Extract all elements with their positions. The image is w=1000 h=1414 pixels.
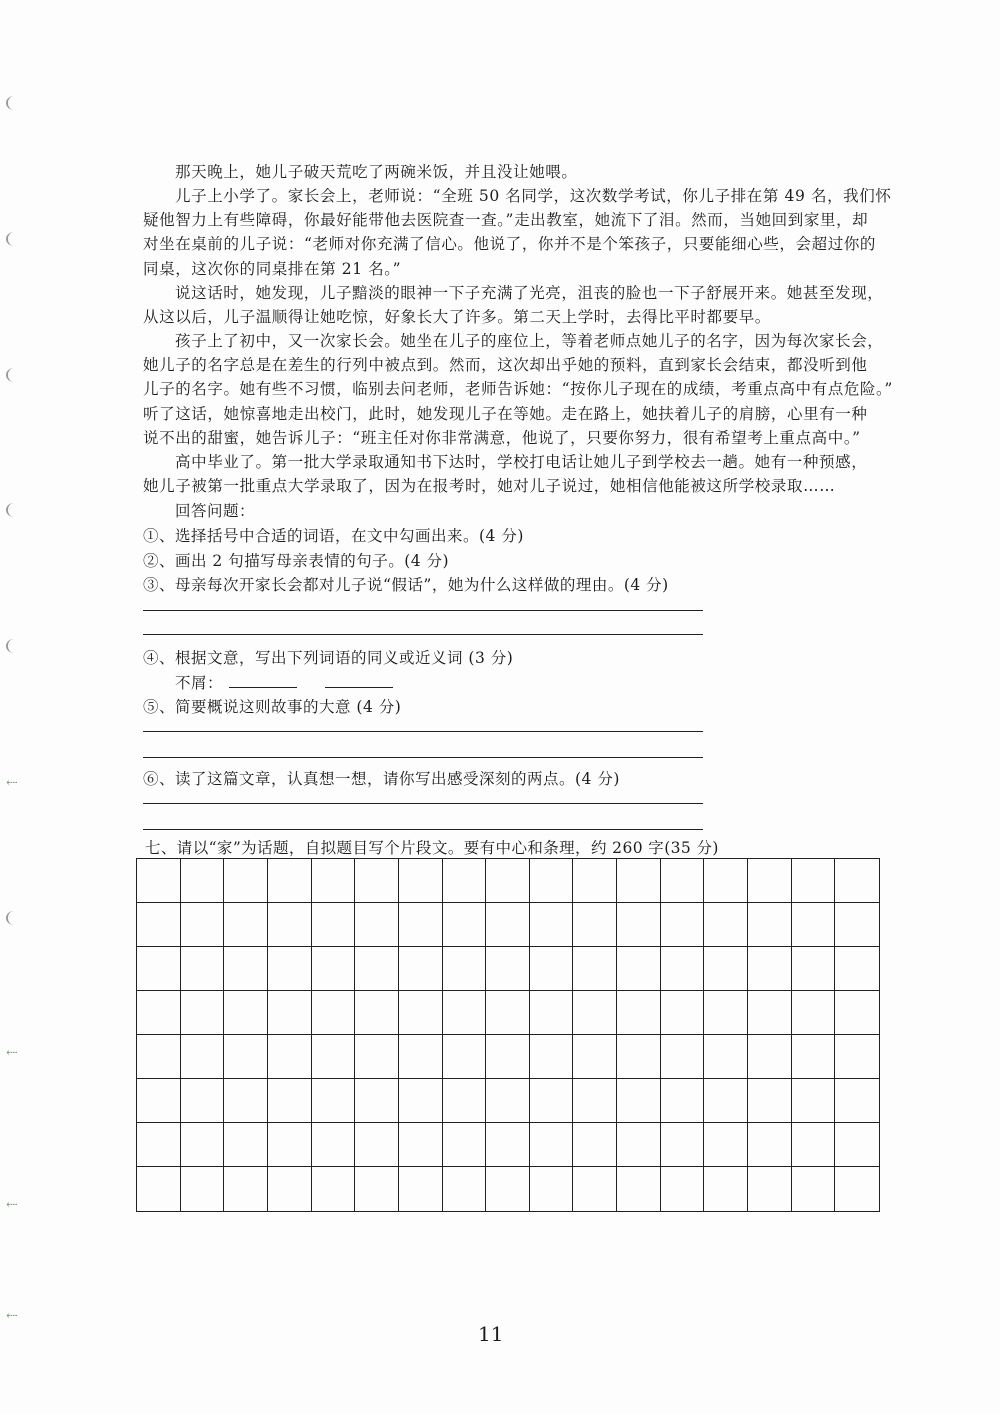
grid-cell[interactable] [399,991,443,1035]
grid-cell[interactable] [792,1123,836,1167]
grid-cell[interactable] [661,947,705,991]
grid-cell[interactable] [137,1123,181,1167]
short-answer-blank[interactable] [229,673,297,688]
grid-cell[interactable] [704,1079,748,1123]
grid-cell[interactable] [486,1035,530,1079]
grid-cell[interactable] [181,903,225,947]
grid-cell[interactable] [792,1167,836,1211]
question-4-word-label: 不屑： [175,674,224,692]
grid-cell[interactable] [312,1035,356,1079]
grid-cell[interactable] [224,947,268,991]
grid-cell[interactable] [181,1079,225,1123]
grid-cell[interactable] [268,991,312,1035]
grid-cell[interactable] [748,859,792,903]
grid-cell[interactable] [268,1123,312,1167]
grid-cell[interactable] [748,947,792,991]
question-1: ①、选择括号中合适的词语，在文中勾画出来。(4 分) [143,527,524,545]
grid-cell[interactable] [704,1035,748,1079]
grid-cell[interactable] [268,859,312,903]
grid-cell[interactable] [530,1167,574,1211]
grid-cell[interactable] [704,859,748,903]
grid-cell[interactable] [704,991,748,1035]
passage-line: 听了这话，她惊喜地走出校门，此时，她发现儿子在等她。走在路上，她扶着儿子的肩膀，心里有一种 [143,404,868,423]
grid-cell[interactable] [399,859,443,903]
grid-cell[interactable] [355,859,399,903]
passage-paragraph-4 [143,329,893,450]
passage-line: 那天晚上，她儿子破天荒吃了两碗米饭，并且没让她喂。 [175,163,578,181]
grid-cell[interactable] [137,1167,181,1211]
grid-cell[interactable] [181,1123,225,1167]
answer-line[interactable] [143,634,703,635]
grid-cell[interactable] [486,903,530,947]
grid-cell[interactable] [835,947,879,991]
grid-cell[interactable] [181,991,225,1035]
grid-cell[interactable] [530,859,574,903]
grid-cell[interactable] [443,1123,487,1167]
grid-cell[interactable] [792,903,836,947]
grid-cell[interactable] [312,947,356,991]
grid-cell[interactable] [530,947,574,991]
grid-cell[interactable] [443,903,487,947]
question-2: ②、画出 2 句描写母亲表情的句子。(4 分) [143,552,450,570]
grid-cell[interactable] [355,1167,399,1211]
grid-cell[interactable] [268,947,312,991]
grid-cell[interactable] [748,1079,792,1123]
binding-arrow-icon: ⇠ [6,1197,18,1213]
question-3: ③、母亲每次开家长会都对儿子说“假话”，她为什么这样做的理由。(4 分) [143,576,669,594]
grid-cell[interactable] [792,859,836,903]
passage-line: 孩子上了初中，又一次家长会。她坐在儿子的座位上，等着老师点她儿子的名字，因为每次家长会， [175,332,884,350]
grid-cell[interactable] [443,1035,487,1079]
grid-cell[interactable] [835,859,879,903]
grid-cell[interactable] [137,903,181,947]
grid-cell[interactable] [312,991,356,1035]
passage-paragraph-5 [143,450,878,498]
grid-cell[interactable] [573,1123,617,1167]
answer-line[interactable] [143,731,703,732]
grid-cell[interactable] [617,991,661,1035]
passage-line: 说不出的甜蜜，她告诉儿子：“班主任对你非常满意，他说了，只要你努力，很有希望考上重点高中。” [143,428,861,447]
passage-paragraph-1 [143,160,878,184]
binding-arrow-icon: ⇠ [6,1045,18,1061]
grid-cell[interactable] [835,903,879,947]
grid-cell[interactable] [224,991,268,1035]
grid-cell[interactable] [312,1167,356,1211]
binding-hole-mark [6,911,22,925]
grid-cell[interactable] [835,1035,879,1079]
grid-cell[interactable] [748,903,792,947]
page-number: 11 [478,1322,504,1346]
grid-cell[interactable] [137,859,181,903]
grid-cell[interactable] [835,1167,879,1211]
passage-paragraph-2 [143,184,892,281]
grid-cell[interactable] [312,1079,356,1123]
grid-cell[interactable] [704,947,748,991]
binding-hole-mark [6,96,22,110]
answer-line[interactable] [143,757,703,758]
passage-line: 疑他智力上有些障碍，你最好能带他去医院查一查。”走出教室，她流下了泪。然而，当她回到家里，却 [143,211,869,230]
grid-cell[interactable] [792,991,836,1035]
grid-cell[interactable] [617,1035,661,1079]
passage-line: 同桌，这次你的同桌排在第 21 名。” [143,259,402,278]
grid-cell[interactable] [355,1123,399,1167]
passage-line: 儿子的名字。她有些不习惯，临别去问老师，老师告诉她：“按你儿子现在的成绩，考重点高中有点危险。” [143,380,893,399]
binding-hole-mark [6,639,22,653]
grid-cell[interactable] [268,903,312,947]
grid-cell[interactable] [792,947,836,991]
grid-cell[interactable] [748,1123,792,1167]
grid-cell[interactable] [268,1035,312,1079]
grid-cell[interactable] [573,1035,617,1079]
grid-cell[interactable] [486,991,530,1035]
grid-cell[interactable] [792,1035,836,1079]
grid-cell[interactable] [224,903,268,947]
grid-cell[interactable] [443,991,487,1035]
grid-cell[interactable] [835,991,879,1035]
grid-cell[interactable] [835,1123,879,1167]
grid-cell[interactable] [748,1035,792,1079]
grid-cell[interactable] [792,1079,836,1123]
grid-cell[interactable] [355,1035,399,1079]
grid-cell[interactable] [137,947,181,991]
answer-line[interactable] [143,829,703,830]
grid-cell[interactable] [355,991,399,1035]
answer-line[interactable] [143,803,703,804]
binding-hole-mark [6,503,22,517]
grid-cell[interactable] [268,1079,312,1123]
question-4-word [175,671,393,693]
passage-paragraph-3 [143,281,884,329]
grid-cell[interactable] [399,903,443,947]
grid-cell[interactable] [530,1079,574,1123]
essay-writing-grid[interactable] [136,858,880,1212]
grid-cell[interactable] [530,991,574,1035]
binding-arrow-icon: ⇠ [6,775,18,791]
grid-cell[interactable] [617,947,661,991]
grid-cell[interactable] [443,947,487,991]
passage-line: 儿子上小学了。家长会上，老师说：“全班 50 名同学，这次数学考试，你儿子排在第 49 名，我们怀 [175,187,892,205]
grid-cell[interactable] [661,1079,705,1123]
grid-cell[interactable] [704,1167,748,1211]
grid-cell[interactable] [704,1123,748,1167]
grid-cell[interactable] [224,1079,268,1123]
questions-header: 回答问题： [175,502,256,520]
grid-cell[interactable] [573,947,617,991]
grid-cell[interactable] [530,1123,574,1167]
grid-cell[interactable] [617,903,661,947]
question-5: ⑤、简要概说这则故事的大意 (4 分) [143,698,402,716]
grid-cell[interactable] [573,1167,617,1211]
passage-line: 她儿子被第一批重点大学录取了，因为在报考时，她对儿子说过，她相信他能被这所学校录取…… [143,477,836,496]
grid-cell[interactable] [661,903,705,947]
grid-cell[interactable] [137,1035,181,1079]
grid-cell[interactable] [748,991,792,1035]
grid-cell[interactable] [617,1167,661,1211]
grid-cell[interactable] [661,1123,705,1167]
grid-cell[interactable] [748,1167,792,1211]
grid-cell[interactable] [617,1123,661,1167]
passage-line: 她儿子的名字总是在差生的行列中被点到。然而，这次却出乎她的预料，直到家长会结束，都没听到他 [143,356,868,375]
grid-cell[interactable] [835,1079,879,1123]
grid-cell[interactable] [443,859,487,903]
grid-cell[interactable] [181,1167,225,1211]
grid-cell[interactable] [137,991,181,1035]
grid-cell[interactable] [355,1079,399,1123]
grid-cell[interactable] [617,1079,661,1123]
grid-cell[interactable] [181,1035,225,1079]
grid-cell[interactable] [661,1035,705,1079]
passage-line: 从这以后，儿子温顺得让她吃惊，好象长大了许多。第二天上学时，去得比平时都要早。 [143,308,771,327]
grid-cell[interactable] [443,1079,487,1123]
grid-cell[interactable] [268,1167,312,1211]
grid-cell[interactable] [399,1079,443,1123]
grid-cell[interactable] [224,1167,268,1211]
grid-cell[interactable] [443,1167,487,1211]
binding-hole-mark [6,232,22,246]
grid-cell[interactable] [399,1123,443,1167]
grid-cell[interactable] [661,859,705,903]
grid-cell[interactable] [181,859,225,903]
grid-cell[interactable] [530,1035,574,1079]
grid-cell[interactable] [224,1035,268,1079]
short-answer-blank[interactable] [325,673,393,688]
grid-cell[interactable] [573,903,617,947]
grid-cell[interactable] [224,859,268,903]
grid-cell[interactable] [355,903,399,947]
grid-cell[interactable] [486,1123,530,1167]
passage-line: 说这话时，她发现，儿子黯淡的眼神一下子充满了光亮，沮丧的脸也一下子舒展开来。她甚至发现， [175,284,884,302]
grid-cell[interactable] [530,903,574,947]
binding-hole-mark [6,368,22,382]
grid-cell[interactable] [486,1079,530,1123]
grid-cell[interactable] [704,903,748,947]
grid-cell[interactable] [617,859,661,903]
grid-cell[interactable] [399,1035,443,1079]
grid-cell[interactable] [486,1167,530,1211]
grid-cell[interactable] [312,903,356,947]
essay-prompt: 七、请以“家”为话题，自拟题目写个片段文。要有中心和条理，约 260 字(35 分) [145,839,719,857]
grid-cell[interactable] [399,947,443,991]
grid-cell[interactable] [486,859,530,903]
grid-cell[interactable] [661,1167,705,1211]
grid-cell[interactable] [661,991,705,1035]
grid-cell[interactable] [312,1123,356,1167]
answer-line[interactable] [143,610,703,611]
grid-cell[interactable] [355,947,399,991]
grid-cell[interactable] [486,947,530,991]
grid-cell[interactable] [181,947,225,991]
question-4: ④、根据文意，写出下列词语的同义或近义词 (3 分) [143,649,514,667]
grid-cell[interactable] [399,1167,443,1211]
grid-cell[interactable] [137,1079,181,1123]
binding-arrow-icon: ⇠ [6,1308,18,1324]
grid-cell[interactable] [224,1123,268,1167]
passage-line: 高中毕业了。第一批大学录取通知书下达时，学校打电话让她儿子到学校去一趟。她有一种预感， [175,453,868,471]
grid-cell[interactable] [573,859,617,903]
grid-cell[interactable] [573,991,617,1035]
passage-line: 对坐在桌前的儿子说：“老师对你充满了信心。他说了，你并不是个笨孩子，只要能细心些，会超过你的 [143,235,877,254]
grid-cell[interactable] [573,1079,617,1123]
question-6: ⑥、读了这篇文章，认真想一想，请你写出感受深刻的两点。(4 分) [143,770,620,788]
grid-cell[interactable] [312,859,356,903]
